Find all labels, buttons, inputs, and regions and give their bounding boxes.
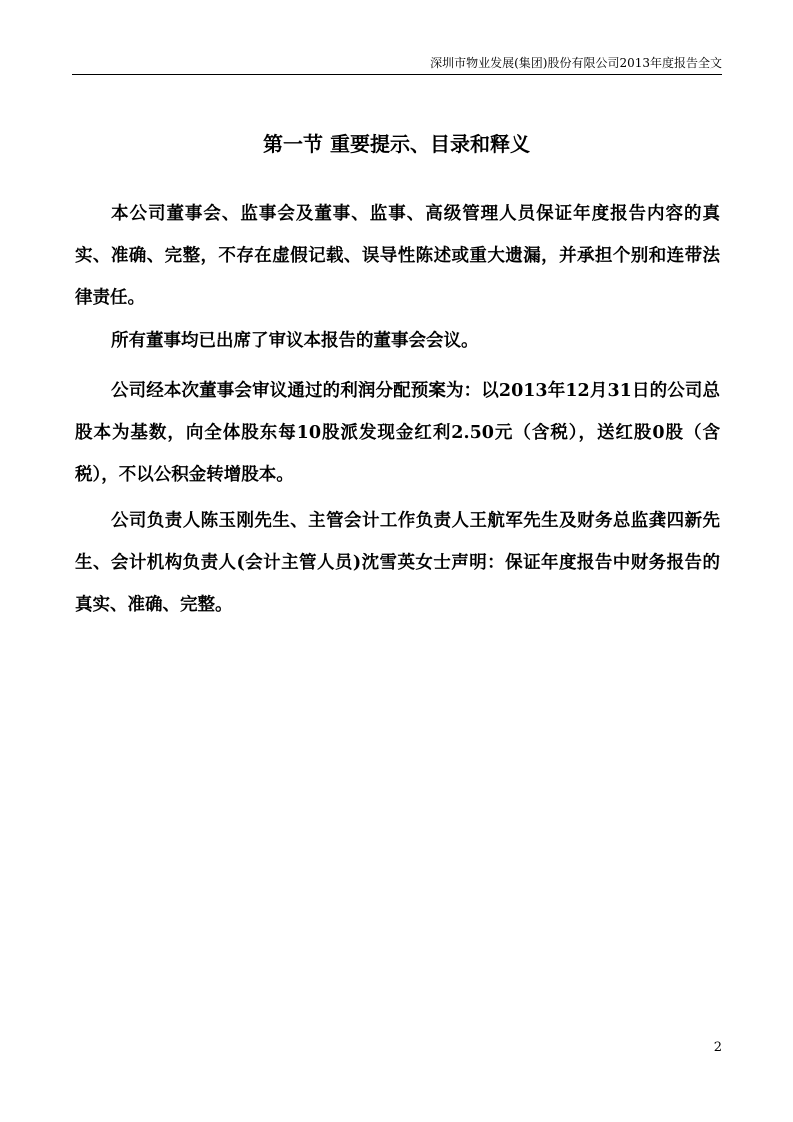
running-header-title: 深圳市物业发展(集团)股份有限公司2013年度报告全文 xyxy=(430,56,722,70)
paragraph-responsibility-statement: 本公司董事会、监事会及董事、监事、高级管理人员保证年度报告内容的真实、准确、完整，不存在虚假记载、误导性陈述或重大遗漏，并承担个别和连带法律责任。 xyxy=(75,204,720,308)
section-title: 第一节 重要提示、目录和释义 xyxy=(263,132,530,156)
running-header xyxy=(72,52,722,75)
page-number: 2 xyxy=(713,1040,722,1055)
paragraph-financial-declaration: 公司负责人陈玉刚先生、主管会计工作负责人王航军先生及财务总监龚四新先生、会计机构负责人(会计主管人员)沈雪英女士声明：保证年度报告中财务报告的真实、准确、完整。 xyxy=(75,511,720,615)
paragraph-profit-distribution: 公司经本次董事会审议通过的利润分配预案为：以2013年12月31日的公司总股本为基数，向全体股东每10股派发现金红利2.50元（含税），送红股0股（含税），不以公积金转增股本。 xyxy=(75,381,720,485)
paragraph-board-attendance: 所有董事均已出席了审议本报告的董事会会议。 xyxy=(111,331,479,351)
